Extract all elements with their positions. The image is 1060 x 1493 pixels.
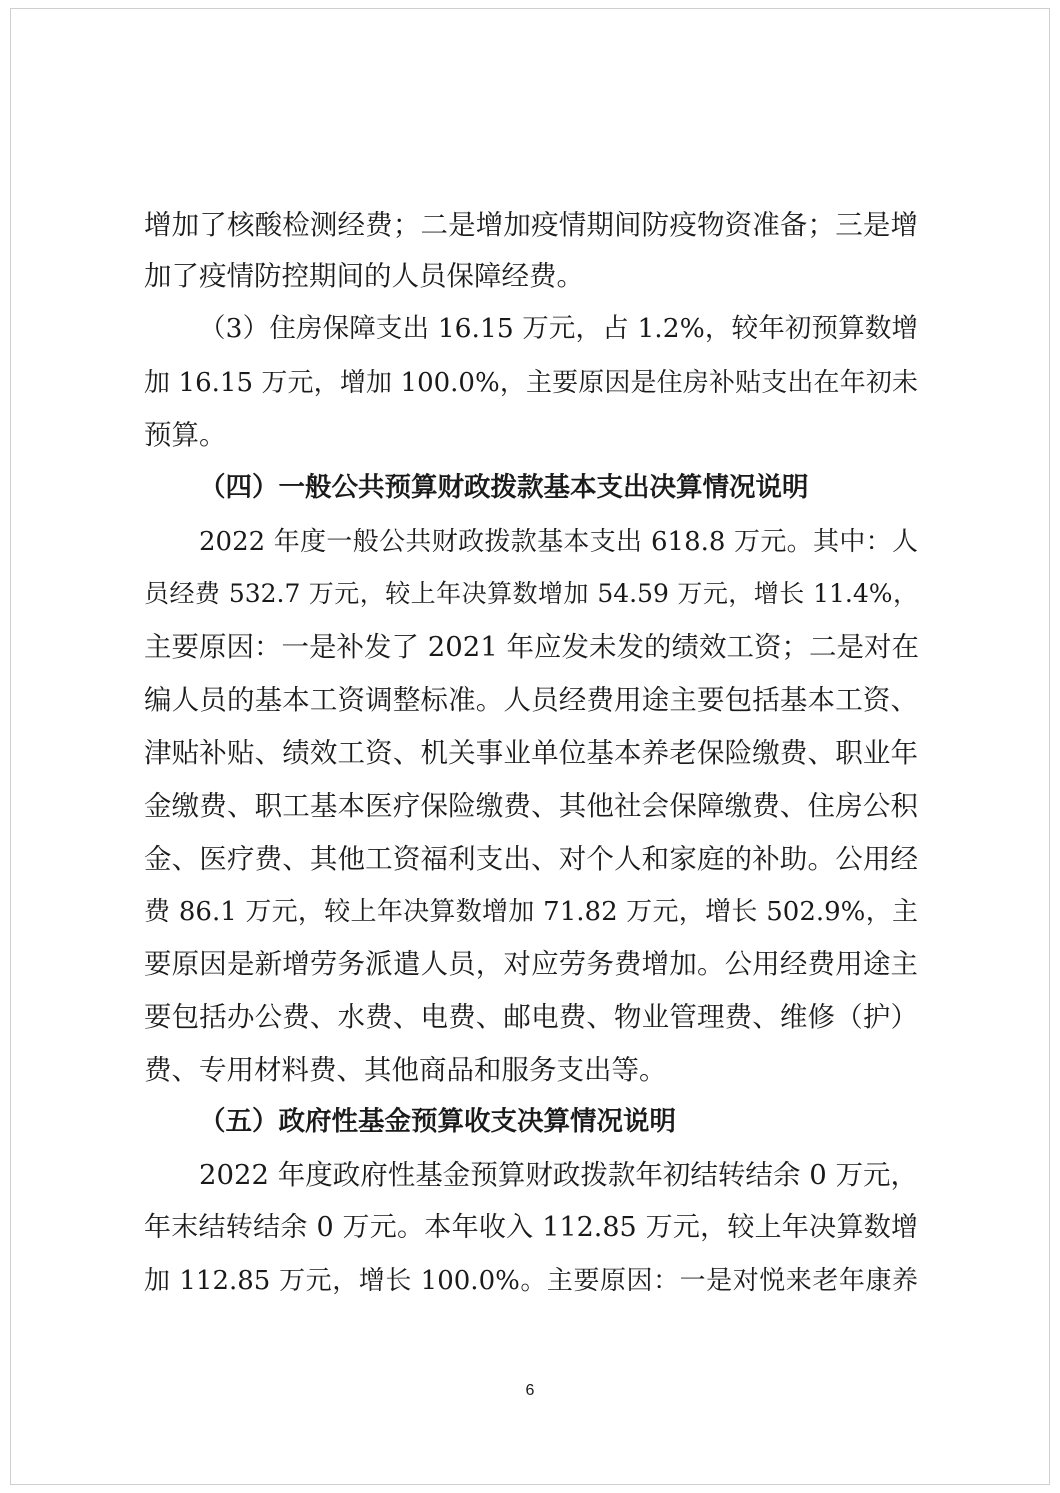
text-line: 金、医疗费、其他工资福利支出、对个人和家庭的补助。公用经: [144, 843, 918, 875]
page-number: 6: [525, 1382, 535, 1399]
text-line: 要原因是新增劳务派遣人员，对应劳务费增加。公用经费用途主: [144, 948, 918, 980]
text-line: 主要原因：一是补发了 2021 年应发未发的绩效工资；二是对在: [144, 631, 919, 663]
text-line: 员经费 532.7 万元，较上年决算数增加 54.59 万元，增长 11.4%，: [144, 579, 918, 608]
text-line: 编人员的基本工资调整标准。人员经费用途主要包括基本工资、: [144, 684, 918, 716]
text-line: 金缴费、职工基本医疗保险缴费、其他社会保障缴费、住房公积: [144, 790, 918, 822]
text-line: 加 112.85 万元，增长 100.0%。主要原因：一是对悦来老年康养: [144, 1266, 918, 1296]
text-line: 加 16.15 万元，增加 100.0%，主要原因是住房补贴支出在年初未: [144, 368, 918, 398]
text-line: 2022 年度政府性基金预算财政拨款年初结转结余 0 万元，: [199, 1159, 918, 1191]
text-line: 要包括办公费、水费、电费、邮电费、物业管理费、维修（护）: [144, 1001, 918, 1033]
text-line: 津贴补贴、绩效工资、机关事业单位基本养老保险缴费、职业年: [144, 737, 918, 769]
text-line: 费、专用材料费、其他商品和服务支出等。: [144, 1054, 667, 1086]
section-heading: （四）一般公共预算财政拨款基本支出决算情况说明: [199, 472, 809, 503]
text-line: 加了疫情防控期间的人员保障经费。: [144, 260, 584, 292]
text-line: 增加了核酸检测经费；二是增加疫情期间防疫物资准备；三是增: [144, 209, 918, 241]
text-line: 预算。: [144, 419, 227, 451]
text-line: 费 86.1 万元，较上年决算数增加 71.82 万元，增长 502.9%，主: [144, 897, 918, 927]
section-heading: （五）政府性基金预算收支决算情况说明: [199, 1106, 676, 1137]
text-line: 年末结转结余 0 万元。本年收入 112.85 万元，较上年决算数增: [144, 1212, 918, 1243]
text-line: （3）住房保障支出 16.15 万元，占 1.2%，较年初预算数增: [199, 313, 918, 344]
text-line: 2022 年度一般公共财政拨款基本支出 618.8 万元。其中：人: [199, 527, 918, 557]
